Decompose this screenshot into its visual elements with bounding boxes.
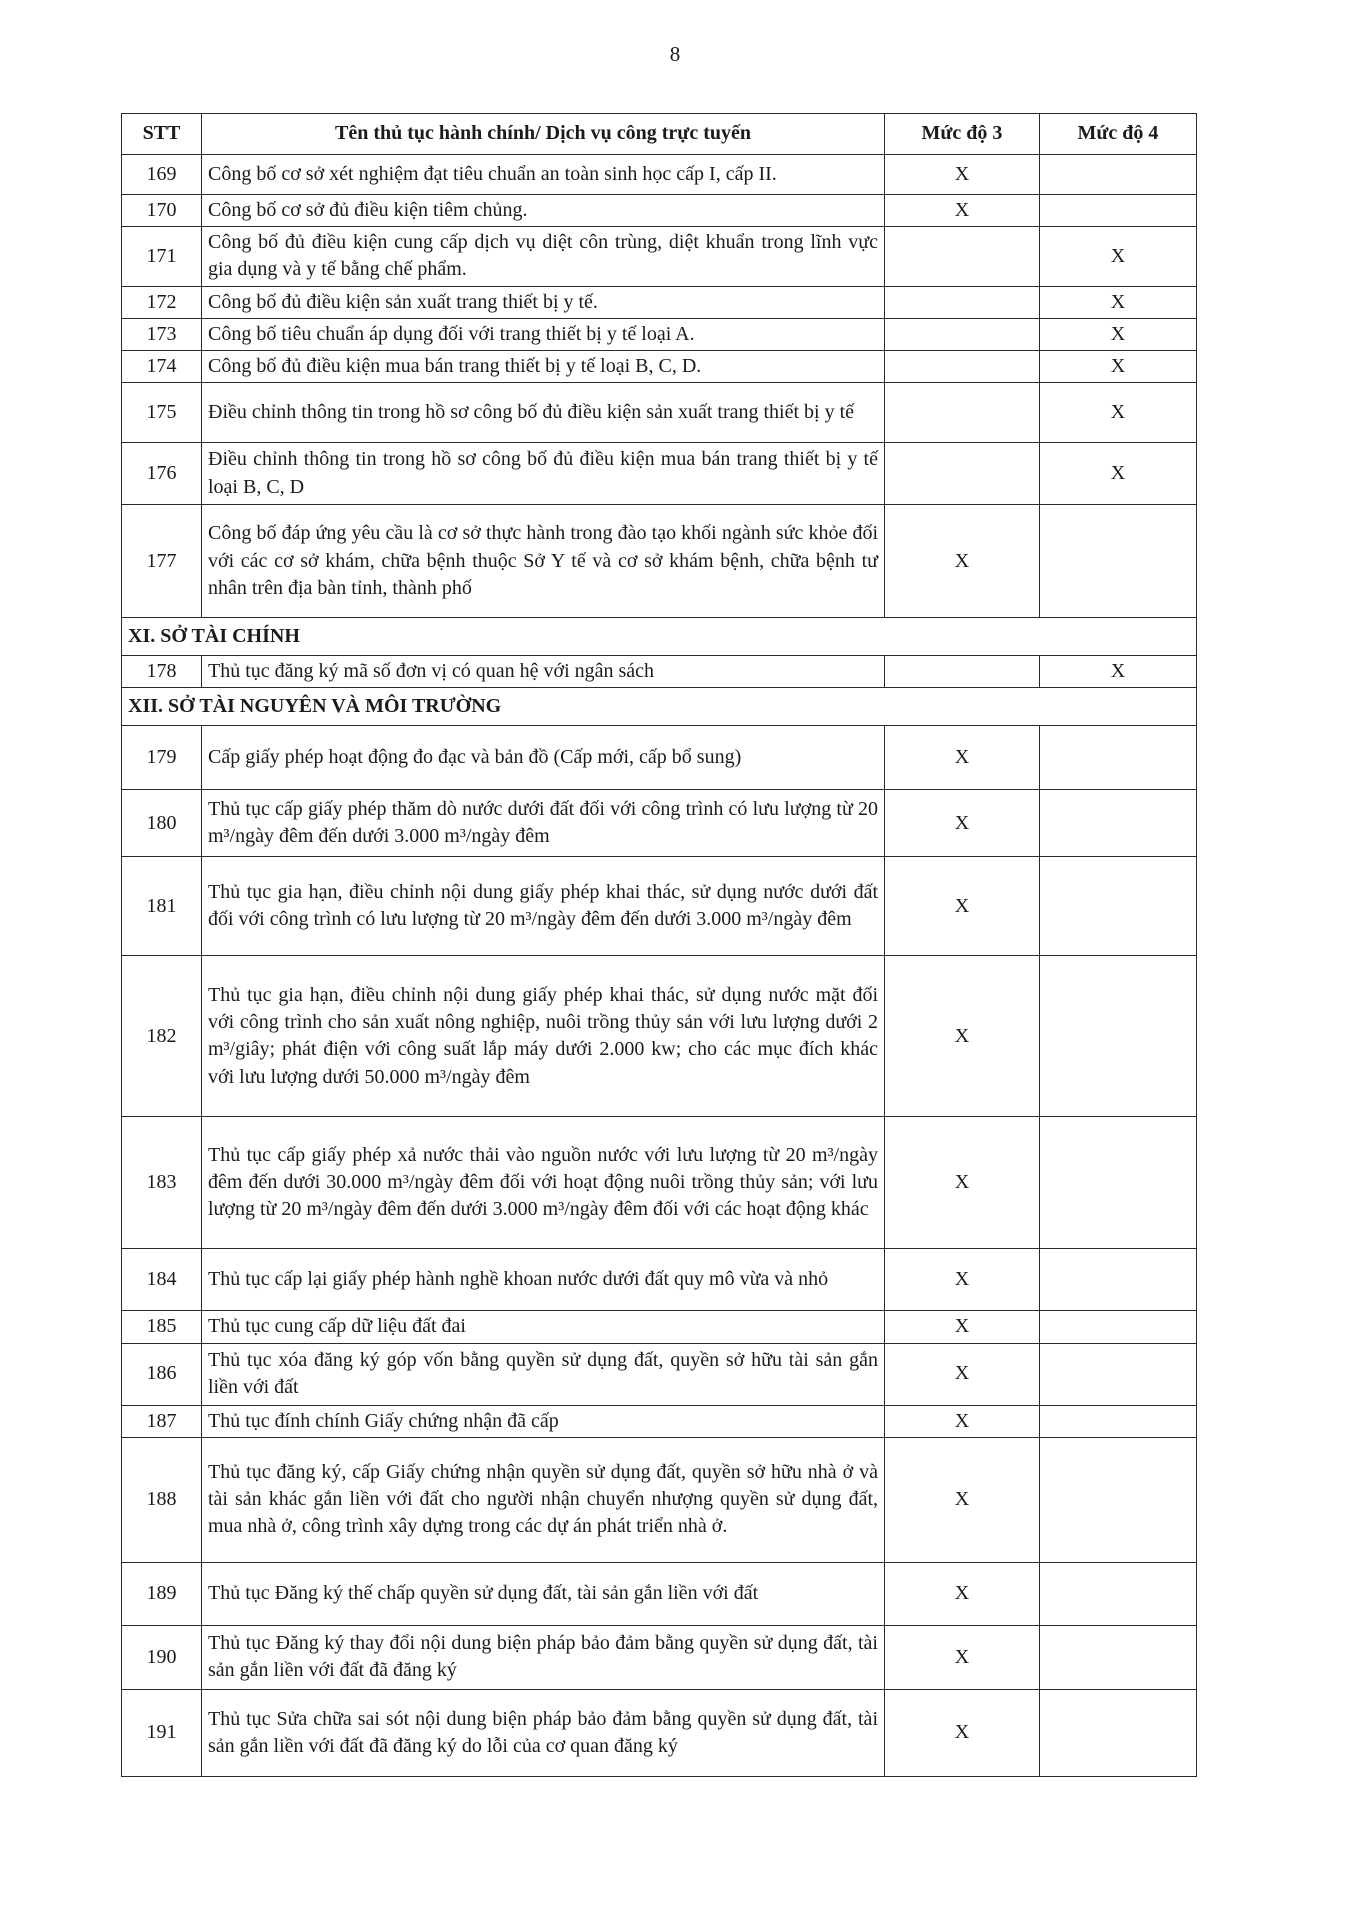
table-row: [122, 318, 1197, 350]
row-level-4-mark: [1040, 1625, 1197, 1689]
row-level-3-mark: [885, 227, 1040, 286]
row-level-4-mark: X: [1040, 286, 1197, 318]
section-row: [122, 688, 1197, 726]
row-level-3-mark: X: [885, 956, 1040, 1117]
table-row: [122, 956, 1197, 1117]
row-level-3-mark: X: [885, 1562, 1040, 1625]
table-header-row: [122, 114, 1197, 155]
row-stt: 176: [122, 443, 202, 505]
row-level-4-mark: [1040, 956, 1197, 1117]
table-row: [122, 1117, 1197, 1249]
row-level-4-mark: [1040, 155, 1197, 195]
row-stt: 174: [122, 350, 202, 382]
row-level-4-mark: [1040, 1343, 1197, 1405]
row-stt: 189: [122, 1562, 202, 1625]
row-level-3-mark: X: [885, 1117, 1040, 1249]
row-procedure-name: Thủ tục cấp giấy phép xả nước thải vào nguồn nước với lưu lượng từ 20 m³/ngày đêm đến dưới 30.000 m³/ngày đêm đối với hoạt động nuôi trồng thủy sản; với lưu lượng từ 20 m³/ngày đêm đến dưới 3.000 m³/ngày đêm đối với các hoạt động khác: [202, 1117, 885, 1249]
row-level-3-mark: [885, 286, 1040, 318]
row-level-4-mark: [1040, 505, 1197, 618]
table-row: [122, 1405, 1197, 1437]
row-level-4-mark: X: [1040, 227, 1197, 286]
table-row: [122, 790, 1197, 857]
section-heading: XI. SỞ TÀI CHÍNH: [122, 618, 1197, 656]
row-level-4-mark: [1040, 1311, 1197, 1343]
table-row: [122, 1249, 1197, 1311]
table-row: [122, 350, 1197, 382]
row-level-4-mark: [1040, 1117, 1197, 1249]
row-level-3-mark: X: [885, 195, 1040, 227]
row-procedure-name: Thủ tục cung cấp dữ liệu đất đai: [202, 1311, 885, 1343]
section-row: [122, 618, 1197, 656]
table-row: [122, 505, 1197, 618]
row-procedure-name: Cấp giấy phép hoạt động đo đạc và bản đồ (Cấp mới, cấp bổ sung): [202, 726, 885, 790]
row-stt: 187: [122, 1405, 202, 1437]
table-row: [122, 1437, 1197, 1562]
row-stt: 178: [122, 656, 202, 688]
row-level-3-mark: [885, 350, 1040, 382]
row-stt: 186: [122, 1343, 202, 1405]
row-level-3-mark: [885, 383, 1040, 443]
row-level-3-mark: X: [885, 1343, 1040, 1405]
row-stt: 175: [122, 383, 202, 443]
row-level-4-mark: [1040, 1437, 1197, 1562]
row-level-4-mark: X: [1040, 383, 1197, 443]
row-stt: 169: [122, 155, 202, 195]
row-stt: 171: [122, 227, 202, 286]
table-body: [122, 155, 1197, 1777]
row-procedure-name: Công bố đủ điều kiện sản xuất trang thiết bị y tế.: [202, 286, 885, 318]
row-procedure-name: Điều chỉnh thông tin trong hồ sơ công bố đủ điều kiện mua bán trang thiết bị y tế loại B, C, D: [202, 443, 885, 505]
row-stt: 170: [122, 195, 202, 227]
row-level-3-mark: X: [885, 1689, 1040, 1776]
row-level-4-mark: [1040, 1405, 1197, 1437]
row-level-4-mark: [1040, 857, 1197, 956]
header-stt: STT: [122, 114, 202, 155]
table-row: [122, 227, 1197, 286]
row-level-3-mark: X: [885, 726, 1040, 790]
row-level-4-mark: [1040, 1249, 1197, 1311]
row-stt: 183: [122, 1117, 202, 1249]
row-procedure-name: Thủ tục Đăng ký thay đổi nội dung biện pháp bảo đảm bằng quyền sử dụng đất, tài sản gắn liền với đất đã đăng ký: [202, 1625, 885, 1689]
row-stt: 184: [122, 1249, 202, 1311]
row-stt: 188: [122, 1437, 202, 1562]
row-procedure-name: Thủ tục gia hạn, điều chỉnh nội dung giấy phép khai thác, sử dụng nước mặt đối với công trình cho sản xuất nông nghiệp, nuôi trồng thủy sản với lưu lượng dưới 2 m³/giây; phát điện với công suất lắp máy dưới 2.000 kw; cho các mục đích khác với lưu lượng dưới 50.000 m³/ngày đêm: [202, 956, 885, 1117]
row-procedure-name: Công bố đáp ứng yêu cầu là cơ sở thực hành trong đào tạo khối ngành sức khỏe đối với các cơ sở khám, chữa bệnh thuộc Sở Y tế và cơ sở khám bệnh, chữa bệnh tư nhân trên địa bàn tỉnh, thành phố: [202, 505, 885, 618]
row-stt: 180: [122, 790, 202, 857]
row-procedure-name: Công bố cơ sở đủ điều kiện tiêm chủng.: [202, 195, 885, 227]
row-procedure-name: Thủ tục đăng ký mã số đơn vị có quan hệ với ngân sách: [202, 656, 885, 688]
table-row: [122, 1689, 1197, 1776]
table-row: [122, 1343, 1197, 1405]
table-row: [122, 1311, 1197, 1343]
row-level-3-mark: [885, 318, 1040, 350]
row-procedure-name: Công bố cơ sở xét nghiệm đạt tiêu chuẩn an toàn sinh học cấp I, cấp II.: [202, 155, 885, 195]
row-level-3-mark: X: [885, 1311, 1040, 1343]
row-level-3-mark: X: [885, 505, 1040, 618]
row-stt: 181: [122, 857, 202, 956]
row-stt: 182: [122, 956, 202, 1117]
row-procedure-name: Điều chỉnh thông tin trong hồ sơ công bố đủ điều kiện sản xuất trang thiết bị y tế: [202, 383, 885, 443]
row-procedure-name: Thủ tục đính chính Giấy chứng nhận đã cấp: [202, 1405, 885, 1437]
row-level-3-mark: X: [885, 790, 1040, 857]
row-stt: 191: [122, 1689, 202, 1776]
row-stt: 190: [122, 1625, 202, 1689]
row-level-4-mark: X: [1040, 318, 1197, 350]
row-stt: 173: [122, 318, 202, 350]
row-stt: 177: [122, 505, 202, 618]
row-procedure-name: Thủ tục cấp lại giấy phép hành nghề khoan nước dưới đất quy mô vừa và nhỏ: [202, 1249, 885, 1311]
row-level-3-mark: X: [885, 1405, 1040, 1437]
table-row: [122, 726, 1197, 790]
row-level-4-mark: [1040, 1562, 1197, 1625]
row-procedure-name: Thủ tục cấp giấy phép thăm dò nước dưới đất đối với công trình có lưu lượng từ 20 m³/ngày đêm đến dưới 3.000 m³/ngày đêm: [202, 790, 885, 857]
row-level-4-mark: X: [1040, 656, 1197, 688]
table-row: [122, 286, 1197, 318]
table-row: [122, 383, 1197, 443]
table-row: [122, 1625, 1197, 1689]
row-stt: 179: [122, 726, 202, 790]
row-level-3-mark: [885, 656, 1040, 688]
row-procedure-name: Thủ tục đăng ký, cấp Giấy chứng nhận quyền sử dụng đất, quyền sở hữu nhà ở và tài sản khác gắn liền với đất cho người nhận chuyển nhượng quyền sử dụng đất, mua nhà ở, công trình xây dựng trong các dự án phát triển nhà ở.: [202, 1437, 885, 1562]
row-level-4-mark: X: [1040, 443, 1197, 505]
row-level-4-mark: [1040, 195, 1197, 227]
row-stt: 185: [122, 1311, 202, 1343]
table-row: [122, 656, 1197, 688]
table-row: [122, 195, 1197, 227]
row-level-3-mark: [885, 443, 1040, 505]
row-level-4-mark: [1040, 726, 1197, 790]
row-procedure-name: Thủ tục xóa đăng ký góp vốn bằng quyền sử dụng đất, quyền sở hữu tài sản gắn liền với đất: [202, 1343, 885, 1405]
row-level-3-mark: X: [885, 1249, 1040, 1311]
table-row: [122, 443, 1197, 505]
row-stt: 172: [122, 286, 202, 318]
row-procedure-name: Thủ tục Đăng ký thế chấp quyền sử dụng đất, tài sản gắn liền với đất: [202, 1562, 885, 1625]
row-level-4-mark: X: [1040, 350, 1197, 382]
section-heading: XII. SỞ TÀI NGUYÊN VÀ MÔI TRƯỜNG: [122, 688, 1197, 726]
row-procedure-name: Công bố đủ điều kiện cung cấp dịch vụ diệt côn trùng, diệt khuẩn trong lĩnh vực gia dụng và y tế bằng chế phẩm.: [202, 227, 885, 286]
row-procedure-name: Thủ tục Sửa chữa sai sót nội dung biện pháp bảo đảm bằng quyền sử dụng đất, tài sản gắn liền với đất đã đăng ký do lỗi của cơ quan đăng ký: [202, 1689, 885, 1776]
row-level-3-mark: X: [885, 1437, 1040, 1562]
row-level-3-mark: X: [885, 155, 1040, 195]
page-number: 8: [669, 42, 681, 66]
row-procedure-name: Thủ tục gia hạn, điều chỉnh nội dung giấy phép khai thác, sử dụng nước dưới đất đối với công trình có lưu lượng từ 20 m³/ngày đêm đến dưới 3.000 m³/ngày đêm: [202, 857, 885, 956]
header-level-3: Mức độ 3: [885, 114, 1040, 155]
row-level-3-mark: X: [885, 857, 1040, 956]
header-procedure-name: Tên thủ tục hành chính/ Dịch vụ công trực tuyến: [202, 114, 885, 155]
header-level-4: Mức độ 4: [1040, 114, 1197, 155]
row-level-4-mark: [1040, 1689, 1197, 1776]
table-row: [122, 155, 1197, 195]
row-level-3-mark: X: [885, 1625, 1040, 1689]
row-level-4-mark: [1040, 790, 1197, 857]
table-row: [122, 857, 1197, 956]
table-row: [122, 1562, 1197, 1625]
row-procedure-name: Công bố đủ điều kiện mua bán trang thiết bị y tế loại B, C, D.: [202, 350, 885, 382]
procedures-table: [121, 113, 1197, 1777]
row-procedure-name: Công bố tiêu chuẩn áp dụng đối với trang thiết bị y tế loại A.: [202, 318, 885, 350]
